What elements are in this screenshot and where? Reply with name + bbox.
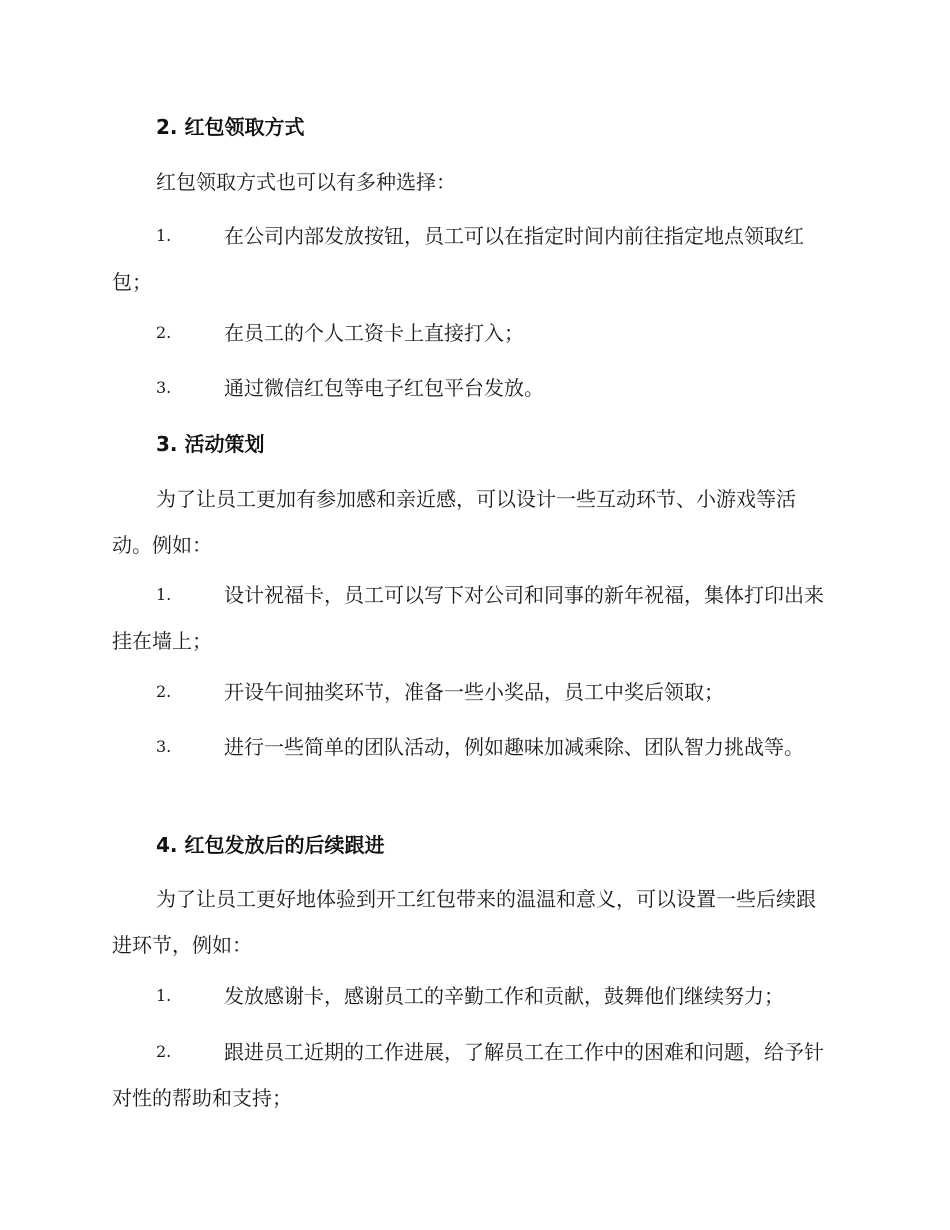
list-item (112, 669, 834, 715)
list-item (112, 310, 834, 356)
list-number: 1. (156, 585, 172, 604)
list-number: 2. (156, 1042, 172, 1061)
list-item-text: 通过微信红包等电子红包平台发放。 (224, 376, 544, 400)
list-item-text: 进行一些简单的团队活动，例如趣味加减乘除、团队智力挑战等。 (224, 735, 804, 759)
list-item-text: 跟进员工近期的工作进展，了解员工在工作中的困难和问题，给予针对性的帮助和支持； (112, 1040, 824, 1110)
section-heading: 3. 活动策划 (156, 432, 265, 456)
section-heading: 4. 红包发放后的后续跟进 (156, 833, 385, 857)
section-intro (112, 876, 834, 968)
list-item-text: 设计祝福卡，员工可以写下对公司和同事的新年祝福，集体打印出来挂在墙上； (112, 583, 824, 653)
intro-text: 红包领取方式也可以有多种选择： (156, 170, 456, 194)
list-item (112, 213, 834, 305)
list-item-text: 发放感谢卡，感谢员工的辛勤工作和贡献，鼓舞他们继续努力； (224, 984, 784, 1008)
section-intro (112, 159, 834, 205)
section-heading: 2. 红包领取方式 (156, 115, 305, 139)
list-number: 1. (156, 226, 172, 245)
list-number: 3. (156, 737, 172, 756)
list-item (112, 572, 834, 664)
list-number: 3. (156, 378, 172, 397)
list-item-text: 在公司内部发放按钮，员工可以在指定时间内前往指定地点领取红包； (112, 224, 804, 294)
section-intro (112, 476, 834, 568)
list-number: 1. (156, 986, 172, 1005)
list-item-text: 在员工的个人工资卡上直接打入； (224, 321, 524, 345)
list-item-text: 开设午间抽奖环节，准备一些小奖品，员工中奖后领取； (224, 680, 724, 704)
list-number: 2. (156, 323, 172, 342)
list-item (112, 724, 834, 770)
intro-text: 为了让员工更加有参加感和亲近感，可以设计一些互动环节、小游戏等活动。例如： (112, 487, 796, 557)
list-number: 2. (156, 682, 172, 701)
intro-text: 为了让员工更好地体验到开工红包带来的温温和意义，可以设置一些后续跟进环节，例如： (112, 887, 816, 957)
list-item (112, 973, 834, 1019)
list-item (112, 365, 834, 411)
list-item (112, 1029, 834, 1121)
